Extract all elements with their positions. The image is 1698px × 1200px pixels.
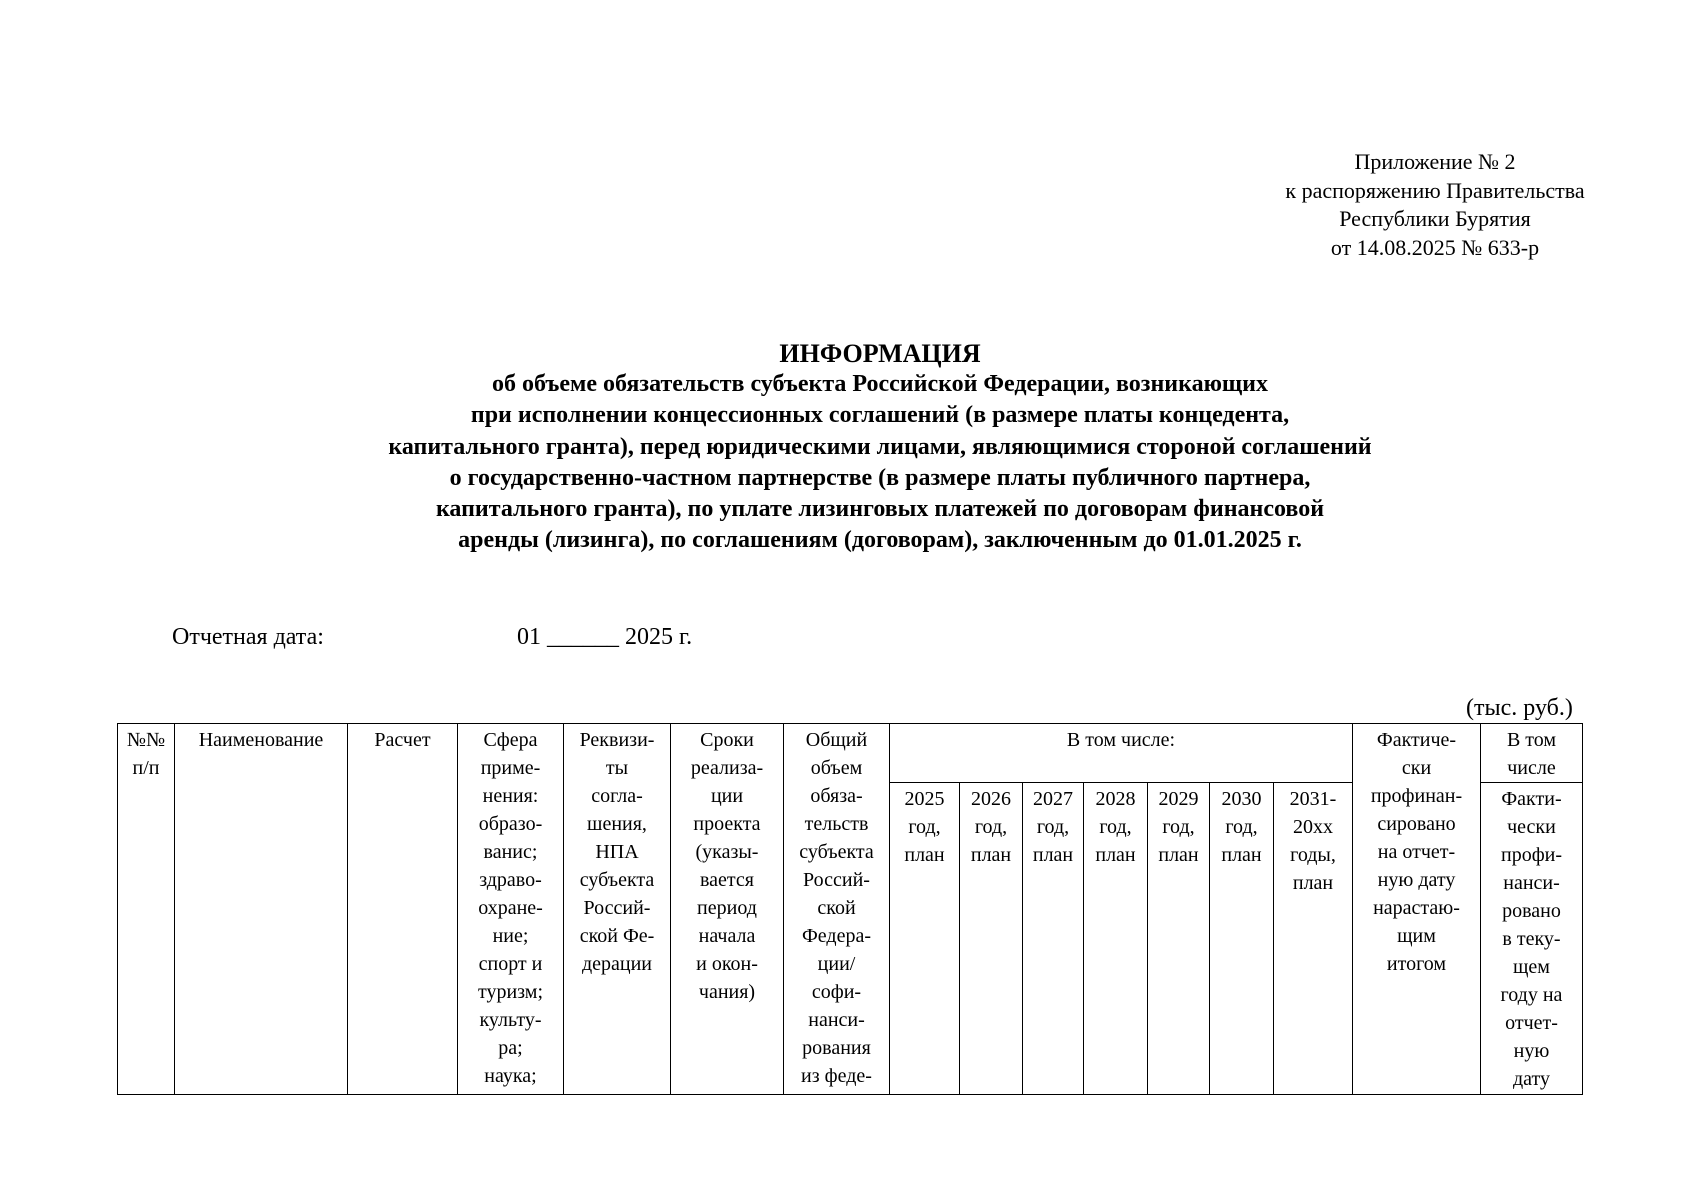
header-year: 2026 год, план xyxy=(960,783,1023,1095)
obligations-table xyxy=(117,723,1583,1095)
header-requisites: Реквизи- ты согла- шения, НПА субъекта Россий- ской Фе- дерации xyxy=(564,724,671,1095)
report-date xyxy=(172,624,693,651)
title-line: капитального гранта), по уплате лизинговых платежей по договорам финансовой xyxy=(435,496,1325,523)
appendix-block xyxy=(1255,148,1615,262)
title-line: при исполнении концессионных соглашений (в размере платы концедента, xyxy=(470,402,1290,429)
appendix-number: Приложение № 2 xyxy=(1354,149,1516,174)
appendix-order-ref: к распоряжению Правительства xyxy=(1285,177,1585,203)
appendix-republic: Республики Бурятия xyxy=(1339,206,1531,231)
header-actual: Фактиче- ски профинан- сировано на отчет- ную дату нарастаю- щим итогом xyxy=(1353,724,1481,1095)
header-num: №№ п/п xyxy=(118,724,175,1095)
header-total: Общий объем обяза- тельств субъекта Россий- ской Федера- ции/ софи- нанси- рования из феде- xyxy=(784,724,890,1095)
title-line: аренды (лизинга), по соглашениям (договорам), заключенным до 01.01.2025 г. xyxy=(458,527,1302,554)
document-title xyxy=(0,338,1698,556)
units-label: (тыс. руб.) xyxy=(1466,695,1573,721)
header-year: 2028 год, план xyxy=(1084,783,1148,1095)
header-including-group: В том числе: xyxy=(890,724,1353,783)
header-year: 2030 год, план xyxy=(1210,783,1274,1095)
header-year: 2025 год, план xyxy=(890,783,960,1095)
report-date-value: 01 ______ 2025 г. xyxy=(517,624,693,650)
header-name: Наименование xyxy=(175,724,348,1095)
header-terms: Сроки реализа- ции проекта (указы- вается период начала и окон- чания) xyxy=(671,724,784,1095)
title-line: об объеме обязательств субъекта Российской Федерации, возникающих xyxy=(491,371,1268,398)
header-year: 2031- 20хх годы, план xyxy=(1274,783,1353,1095)
title-line: о государственно-частном партнерстве (в размере платы публичного партнера, xyxy=(449,464,1311,491)
header-including-group-2: В том числе xyxy=(1481,724,1583,783)
title-heading: ИНФОРМАЦИЯ xyxy=(779,339,981,368)
header-year: 2027 год, план xyxy=(1023,783,1084,1095)
title-line: капитального гранта), перед юридическими лицами, являющимися стороной соглашений xyxy=(388,433,1372,460)
header-year: 2029 год, план xyxy=(1148,783,1210,1095)
header-actual-current: Факти- чески профи- нанси- ровано в теку- щем году на отчет- ную дату xyxy=(1481,783,1583,1095)
header-sphere: Сфера приме- нения: образо- ванис; здраво- охране- ние; спорт и туризм; культу- ра; наука; xyxy=(458,724,564,1095)
report-date-label: Отчетная дата: xyxy=(172,624,324,650)
header-calc: Расчет xyxy=(348,724,458,1095)
appendix-date: от 14.08.2025 № 633-р xyxy=(1330,234,1540,260)
